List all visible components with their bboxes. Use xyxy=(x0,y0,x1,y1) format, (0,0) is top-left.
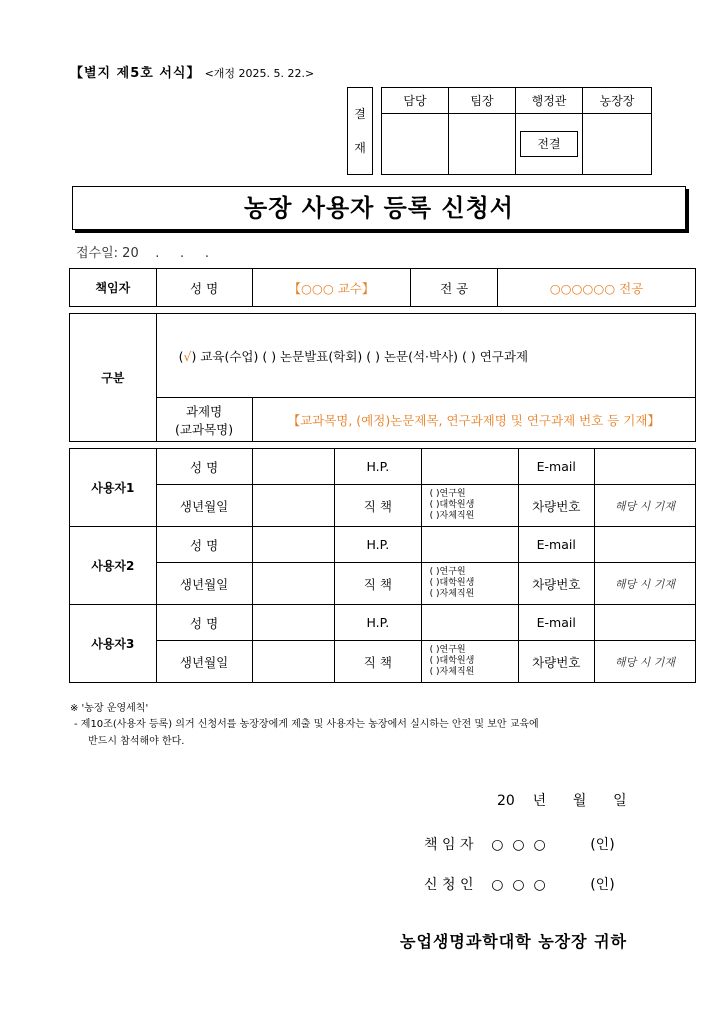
user1-birth-label: 생년월일 xyxy=(156,485,252,527)
user3-birth-value[interactable] xyxy=(252,641,335,683)
document-title: 농장 사용자 등록 신청서 xyxy=(72,186,686,230)
user2-label: 사용자2 xyxy=(70,527,157,605)
project-name-value[interactable]: 【교과목명, (예정)논문제목, 연구과제명 및 연구과제 번호 등 기재】 xyxy=(252,398,695,442)
user2-car-value[interactable]: 해당 시 기재 xyxy=(594,563,695,605)
separator xyxy=(70,307,696,314)
receipt-date: 접수일: 20 . . . xyxy=(76,246,209,261)
user3-position-label: 직 책 xyxy=(335,641,422,683)
main-form-table xyxy=(69,268,696,683)
category-options[interactable]: (√) 교육(수업) ( ) 논문발표(학회) ( ) 논문(석·박사) ( ) 연구과제 xyxy=(156,314,695,398)
addressee: 농업생명과학대학 농장장 귀하 xyxy=(400,932,628,951)
remark-line-2: 반드시 참석해야 한다. xyxy=(88,736,185,747)
user1-car-label: 차량번호 xyxy=(518,485,594,527)
user1-label: 사용자1 xyxy=(70,449,157,527)
user2-birth-label: 생년월일 xyxy=(156,563,252,605)
form-reference xyxy=(70,62,314,81)
user1-name-value[interactable] xyxy=(252,449,335,485)
signature-applicant[interactable]: 신 청 인 ○ ○ ○ (인) xyxy=(424,877,615,893)
user3-email-value[interactable] xyxy=(594,605,695,641)
approval-gap xyxy=(373,88,382,175)
user1-name-label: 성 명 xyxy=(156,449,252,485)
responsible-name-value[interactable]: 【○○○ 교수】 xyxy=(252,269,411,307)
user3-label: 사용자3 xyxy=(70,605,157,683)
approval-side-label: 결 재 xyxy=(348,88,373,175)
user2-email-value[interactable] xyxy=(594,527,695,563)
approval-sign-farmhead[interactable] xyxy=(583,114,652,175)
user2-name-label: 성 명 xyxy=(156,527,252,563)
project-name-label: 과제명 (교과목명) xyxy=(156,398,252,442)
user3-car-value[interactable]: 해당 시 기재 xyxy=(594,641,695,683)
user3-position-options[interactable]: ( )연구원 ( )대학원생 ( )자체직원 xyxy=(421,641,518,683)
responsible-name-label: 성 명 xyxy=(156,269,252,307)
approval-header-admin: 행정관 xyxy=(516,88,583,114)
approval-header-staff: 담당 xyxy=(382,88,449,114)
user2-birth-value[interactable] xyxy=(252,563,335,605)
user1-car-value[interactable]: 해당 시 기재 xyxy=(594,485,695,527)
approval-sign-staff[interactable] xyxy=(382,114,449,175)
user1-email-label: E-mail xyxy=(518,449,594,485)
approval-sign-teamlead[interactable] xyxy=(449,114,516,175)
user2-name-value[interactable] xyxy=(252,527,335,563)
remark-body xyxy=(74,716,674,750)
user2-hp-value[interactable] xyxy=(421,527,518,563)
approval-table xyxy=(347,87,652,175)
form-number: 【별지 제5호 서식】 xyxy=(70,66,201,81)
separator xyxy=(70,442,696,449)
user1-birth-value[interactable] xyxy=(252,485,335,527)
user3-email-label: E-mail xyxy=(518,605,594,641)
remark-title: ※ '농장 운영세칙' xyxy=(70,703,149,714)
remark-line-1: - 제10조(사용자 등록) 의거 신청서를 농장장에게 제출 및 사용자는 농장에서 실시하는 안전 및 보안 교육에 xyxy=(74,719,539,730)
revision-date: <개정 2025. 5. 22.> xyxy=(204,67,315,80)
signature-responsible[interactable]: 책 임 자 ○ ○ ○ (인) xyxy=(424,837,615,853)
responsible-major-value[interactable]: ○○○○○○ 전공 xyxy=(497,269,695,307)
category-label: 구분 xyxy=(70,314,157,442)
user2-email-label: E-mail xyxy=(518,527,594,563)
approval-header-farmhead: 농장장 xyxy=(583,88,652,114)
responsible-major-label: 전 공 xyxy=(411,269,498,307)
user1-email-value[interactable] xyxy=(594,449,695,485)
user1-position-options[interactable]: ( )연구원 ( )대학원생 ( )자체직원 xyxy=(421,485,518,527)
user1-hp-label: H.P. xyxy=(335,449,422,485)
user1-position-label: 직 책 xyxy=(335,485,422,527)
user1-hp-value[interactable] xyxy=(421,449,518,485)
check-mark-icon: √ xyxy=(183,348,192,364)
user3-car-label: 차량번호 xyxy=(518,641,594,683)
user3-hp-value[interactable] xyxy=(421,605,518,641)
user3-name-label: 성 명 xyxy=(156,605,252,641)
jeongyeol-box: 전결 xyxy=(520,131,578,157)
user2-hp-label: H.P. xyxy=(335,527,422,563)
user2-position-label: 직 책 xyxy=(335,563,422,605)
user2-position-options[interactable]: ( )연구원 ( )대학원생 ( )자체직원 xyxy=(421,563,518,605)
responsible-label: 책임자 xyxy=(70,269,157,307)
approval-header-teamlead: 팀장 xyxy=(449,88,516,114)
application-date: 20 년 월 일 xyxy=(497,793,627,809)
user3-hp-label: H.P. xyxy=(335,605,422,641)
user2-car-label: 차량번호 xyxy=(518,563,594,605)
user3-birth-label: 생년월일 xyxy=(156,641,252,683)
user3-name-value[interactable] xyxy=(252,605,335,641)
approval-sign-admin[interactable] xyxy=(516,114,583,175)
